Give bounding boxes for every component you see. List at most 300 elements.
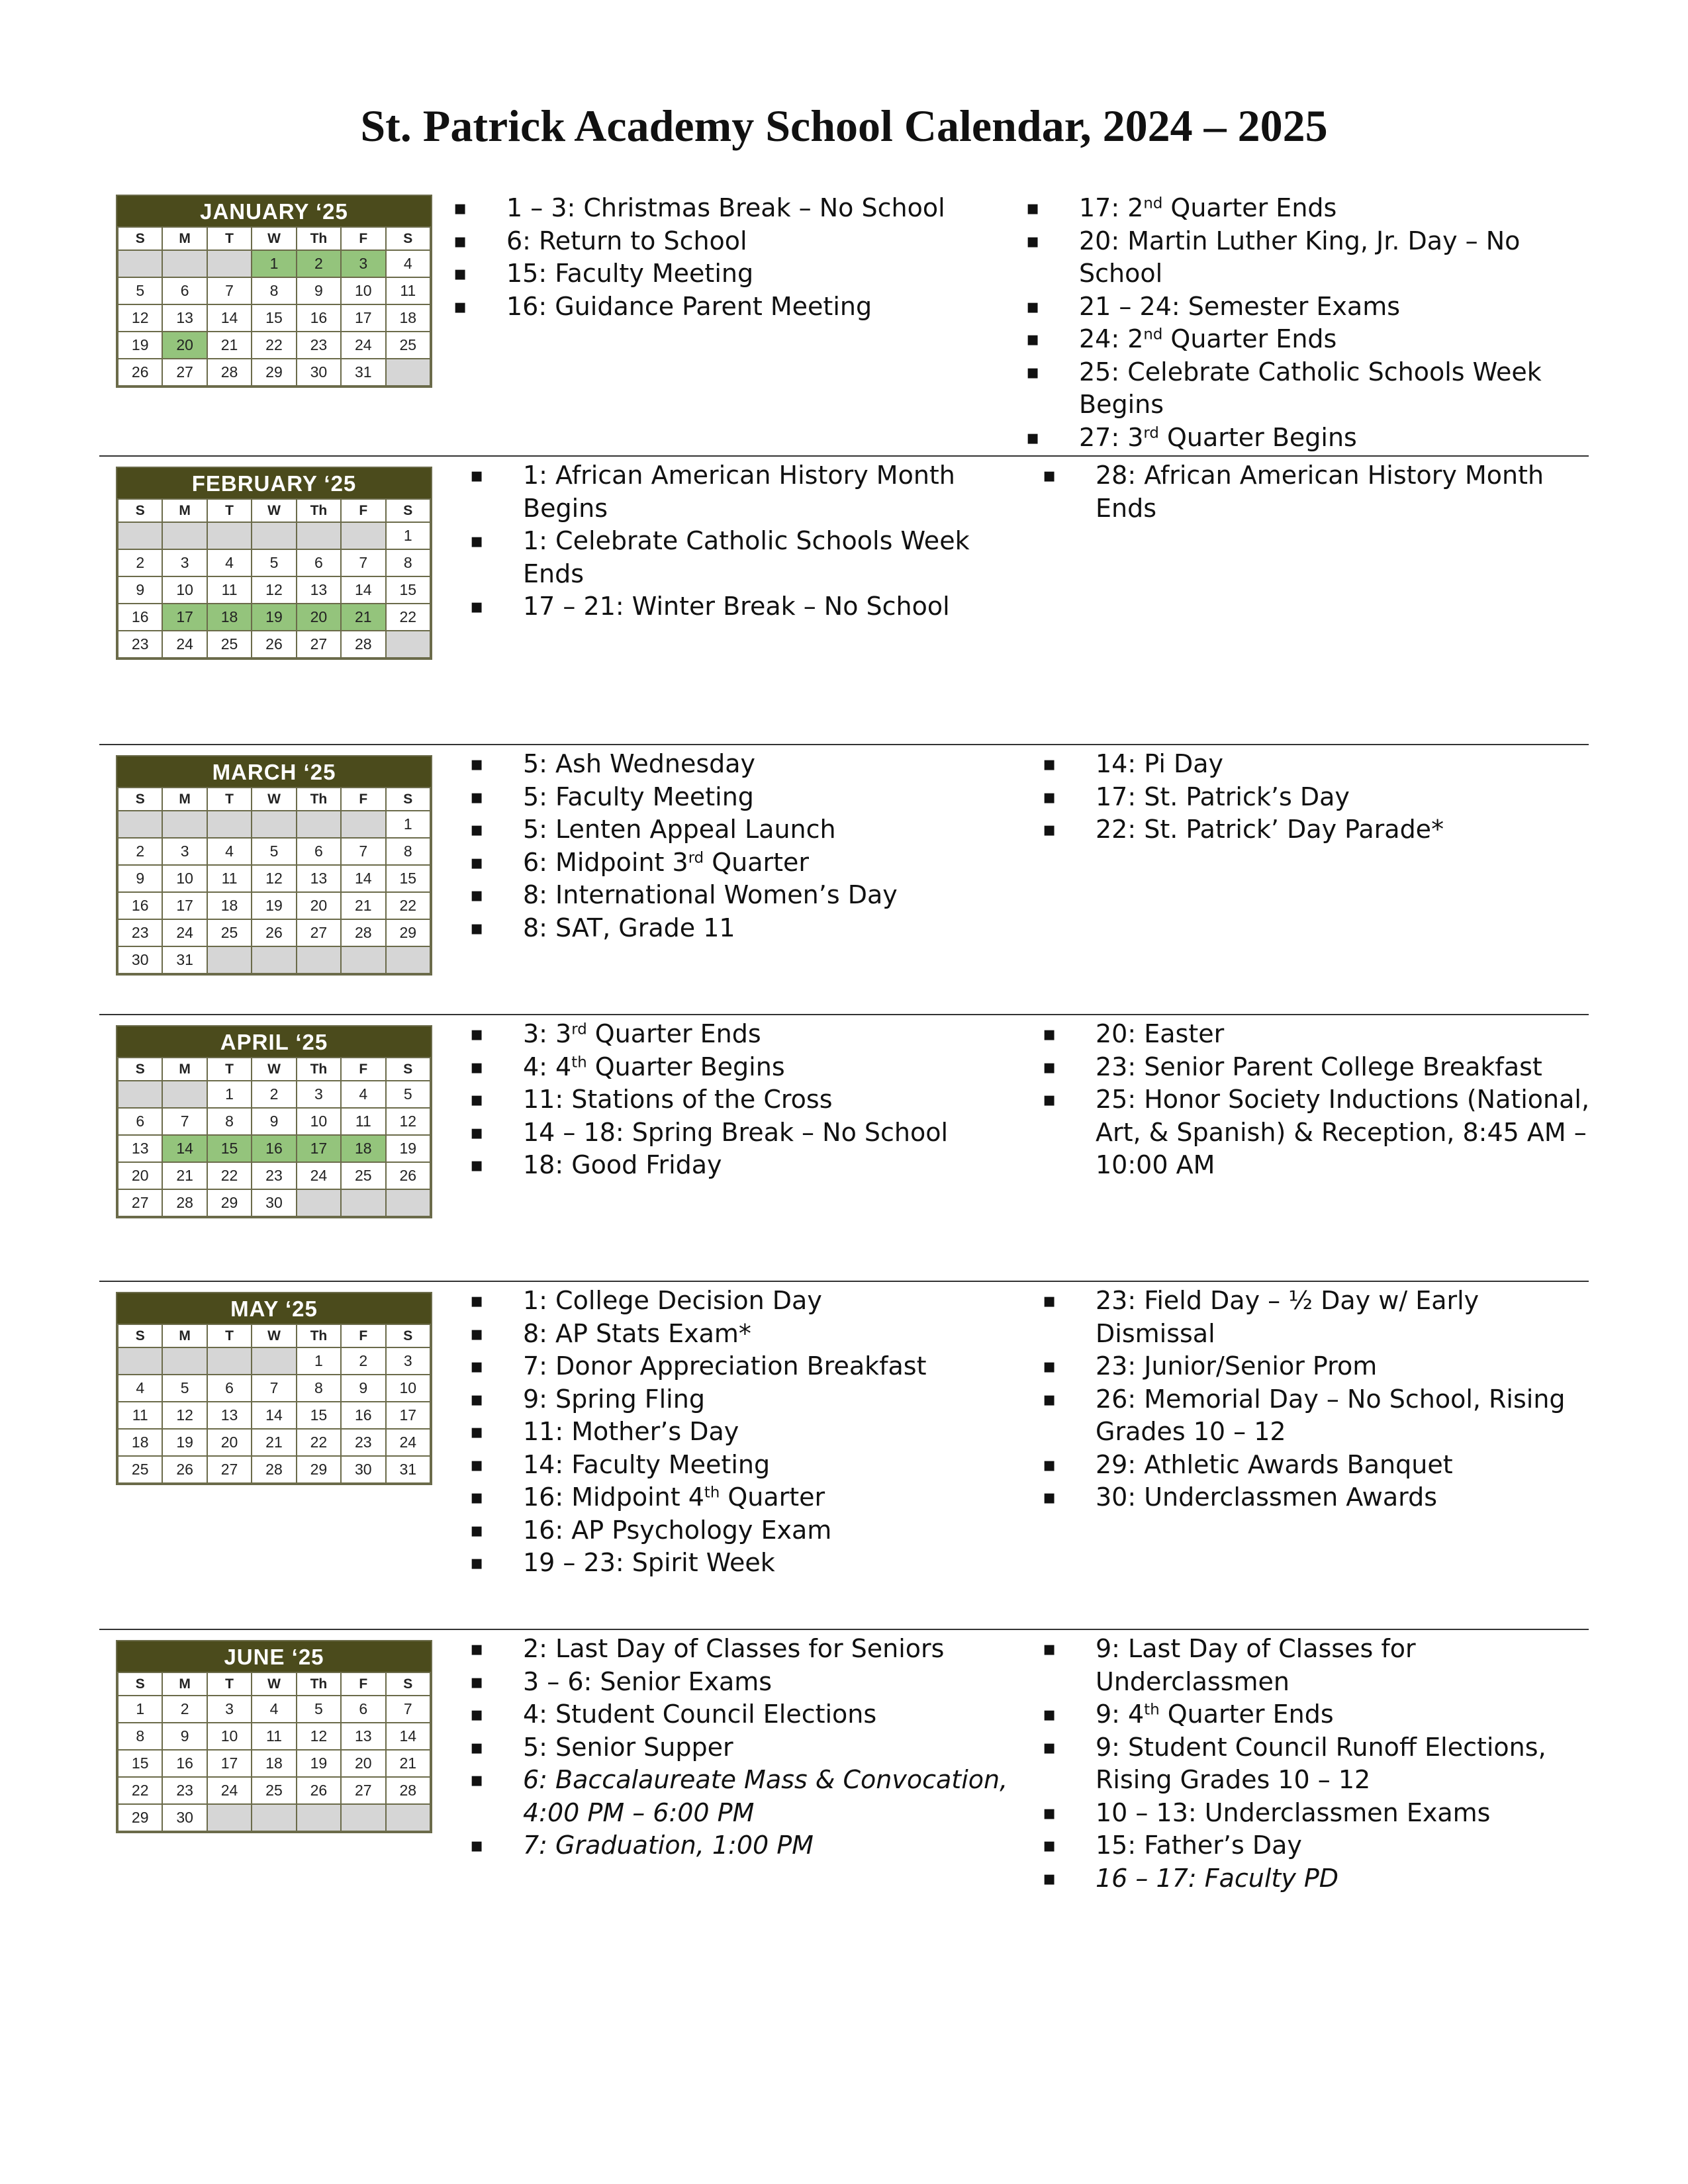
event-item	[1043, 1449, 1605, 1482]
week-row	[118, 1456, 430, 1483]
event-item	[470, 459, 1019, 525]
day-cell: 2	[162, 1696, 207, 1723]
event-item	[470, 1051, 1019, 1084]
day-cell: 17	[207, 1750, 252, 1777]
event-text-continued: Quarter Ends	[1162, 193, 1337, 222]
event-text: 17 – 21: Winter Break – No School	[523, 592, 950, 621]
week-row	[118, 1804, 430, 1831]
weekday-row	[118, 1058, 430, 1081]
day-cell: 26	[252, 631, 296, 658]
ordinal-suffix: rd	[571, 1021, 587, 1038]
day-cell: 26	[252, 919, 296, 946]
calendar-grid	[117, 1324, 431, 1484]
weekday-header: M	[162, 1672, 207, 1696]
event-item	[470, 1383, 1019, 1416]
event-item	[1043, 1051, 1605, 1084]
empty-day-cell	[118, 250, 162, 277]
event-text: 22: St. Patrick’ Day Parade*	[1096, 815, 1444, 844]
weekday-header: T	[207, 1324, 252, 1347]
weekday-header: M	[162, 227, 207, 250]
week-row	[118, 946, 430, 974]
mini-calendar	[116, 1025, 432, 1218]
day-cell: 18	[207, 604, 252, 631]
event-text: 19 – 23: Spirit Week	[523, 1548, 775, 1577]
month-section	[99, 1014, 1590, 1211]
weekday-header: T	[207, 227, 252, 250]
mini-calendar	[116, 467, 432, 660]
day-cell: 13	[162, 304, 207, 332]
day-cell: 8	[252, 277, 296, 304]
day-cell: 9	[118, 865, 162, 892]
week-row	[118, 304, 430, 332]
event-text-continued: Quarter	[704, 847, 810, 877]
day-cell: 6	[207, 1375, 252, 1402]
event-text: 17: St. Patrick’s Day	[1096, 782, 1350, 811]
weekday-header: S	[386, 1324, 430, 1347]
day-cell: 29	[207, 1189, 252, 1216]
event-text: 2: Last Day of Classes for Seniors	[523, 1634, 945, 1663]
weekday-header: W	[252, 499, 296, 522]
ordinal-suffix: nd	[1143, 326, 1163, 343]
event-item	[470, 1481, 1019, 1514]
month-header: JANUARY ‘25	[117, 196, 431, 226]
event-item	[1043, 781, 1605, 814]
day-cell: 20	[118, 1162, 162, 1189]
day-cell: 9	[162, 1723, 207, 1750]
calendar-grid	[117, 1057, 431, 1217]
weekday-header: S	[118, 788, 162, 811]
day-cell: 8	[297, 1375, 341, 1402]
event-text-continued: Quarter Begins	[1158, 422, 1357, 452]
event-item	[1043, 1829, 1605, 1862]
day-cell: 23	[297, 332, 341, 359]
day-cell: 9	[297, 277, 341, 304]
weekday-header: S	[118, 499, 162, 522]
event-text: 14: Faculty Meeting	[523, 1449, 771, 1479]
day-cell: 8	[386, 549, 430, 576]
day-cell: 4	[118, 1375, 162, 1402]
day-cell: 7	[341, 549, 385, 576]
empty-day-cell	[386, 631, 430, 658]
weekday-row	[118, 499, 430, 522]
events-right-column	[1043, 748, 1605, 846]
day-cell: 10	[207, 1723, 252, 1750]
day-cell: 2	[297, 250, 341, 277]
month-header: JUNE ‘25	[117, 1641, 431, 1672]
event-text: 23: Field Day – ½ Day w/ Early Dismissal	[1096, 1286, 1479, 1348]
events-right-column	[1043, 1633, 1605, 1895]
day-cell: 18	[207, 892, 252, 919]
weekday-header: Th	[297, 499, 341, 522]
week-row	[118, 1750, 430, 1777]
week-row	[118, 250, 430, 277]
event-text-continued: Quarter Ends	[1159, 1700, 1334, 1729]
event-item	[470, 1018, 1019, 1051]
day-cell: 31	[341, 359, 385, 386]
day-cell: 20	[207, 1429, 252, 1456]
day-cell: 16	[118, 604, 162, 631]
week-row	[118, 277, 430, 304]
empty-day-cell	[162, 522, 207, 549]
day-cell: 16	[162, 1750, 207, 1777]
day-cell: 4	[386, 250, 430, 277]
event-text: 21 – 24: Semester Exams	[1079, 291, 1401, 321]
event-item	[470, 1449, 1019, 1482]
day-cell: 12	[252, 865, 296, 892]
day-cell: 5	[118, 277, 162, 304]
day-cell: 1	[252, 250, 296, 277]
day-cell: 15	[207, 1135, 252, 1162]
day-cell: 12	[386, 1108, 430, 1135]
day-cell: 30	[162, 1804, 207, 1831]
day-cell: 9	[118, 576, 162, 604]
day-cell: 21	[162, 1162, 207, 1189]
day-cell: 18	[118, 1429, 162, 1456]
event-item	[1026, 323, 1589, 356]
event-item	[1043, 1862, 1605, 1895]
day-cell: 1	[386, 811, 430, 838]
day-cell: 4	[252, 1696, 296, 1723]
event-text: 9: 4	[1096, 1700, 1145, 1729]
day-cell: 29	[118, 1804, 162, 1831]
month-header: MAY ‘25	[117, 1293, 431, 1324]
day-cell: 2	[118, 838, 162, 865]
weekday-header: F	[341, 227, 385, 250]
day-cell: 15	[118, 1750, 162, 1777]
day-cell: 11	[118, 1402, 162, 1429]
events-left-column	[453, 192, 1003, 323]
weekday-header: M	[162, 1058, 207, 1081]
day-cell: 24	[341, 332, 385, 359]
day-cell: 27	[341, 1777, 385, 1804]
calendar-grid	[117, 1672, 431, 1832]
event-item	[470, 1116, 1019, 1150]
day-cell: 1	[297, 1347, 341, 1375]
event-text: 18: Good Friday	[523, 1150, 722, 1179]
event-text: 4: 4	[523, 1052, 572, 1081]
month-header: FEBRUARY ‘25	[117, 468, 431, 498]
day-cell: 5	[297, 1696, 341, 1723]
week-row	[118, 1189, 430, 1216]
day-cell: 10	[297, 1108, 341, 1135]
day-cell: 11	[207, 865, 252, 892]
event-text-continued: Quarter	[720, 1482, 825, 1512]
event-text: 27: 3	[1079, 422, 1144, 452]
event-text: 25: Honor Society Inductions (National, Art, & Spanish) & Reception, 8:45 AM – 10:00 AM	[1096, 1085, 1590, 1179]
day-cell: 22	[386, 604, 430, 631]
event-item	[470, 1514, 1019, 1547]
day-cell: 13	[297, 865, 341, 892]
day-cell: 5	[162, 1375, 207, 1402]
day-cell: 30	[118, 946, 162, 974]
day-cell: 4	[207, 549, 252, 576]
day-cell: 21	[386, 1750, 430, 1777]
event-text: 30: Underclassmen Awards	[1096, 1482, 1438, 1512]
day-cell: 13	[297, 576, 341, 604]
event-item	[1043, 1481, 1605, 1514]
day-cell: 1	[386, 522, 430, 549]
event-item	[1043, 1731, 1605, 1797]
day-cell: 12	[297, 1723, 341, 1750]
mini-calendar	[116, 195, 432, 388]
event-text: 14 – 18: Spring Break – No School	[523, 1117, 949, 1147]
day-cell: 22	[252, 332, 296, 359]
day-cell: 17	[341, 304, 385, 332]
event-text: 5: Lenten Appeal Launch	[523, 815, 836, 844]
week-row	[118, 1723, 430, 1750]
week-row	[118, 332, 430, 359]
day-cell: 30	[297, 359, 341, 386]
day-cell: 7	[207, 277, 252, 304]
weekday-header: T	[207, 1058, 252, 1081]
weekday-header: W	[252, 1058, 296, 1081]
mini-calendar	[116, 755, 432, 976]
day-cell: 27	[162, 359, 207, 386]
event-text: 5: Faculty Meeting	[523, 782, 754, 811]
day-cell: 21	[252, 1429, 296, 1456]
day-cell: 3	[207, 1696, 252, 1723]
event-item	[1043, 1797, 1605, 1830]
ordinal-suffix: th	[704, 1484, 720, 1502]
event-item	[470, 1731, 1019, 1764]
empty-day-cell	[207, 811, 252, 838]
day-cell: 19	[252, 892, 296, 919]
month-section	[99, 744, 1589, 968]
weekday-header: F	[341, 1672, 385, 1696]
month-section	[99, 1629, 1589, 1893]
event-item	[470, 1350, 1019, 1383]
event-item	[1043, 1350, 1605, 1383]
event-item	[453, 192, 1003, 225]
empty-day-cell	[207, 1804, 252, 1831]
empty-day-cell	[297, 522, 341, 549]
event-text-continued: Quarter Ends	[1162, 324, 1337, 353]
empty-day-cell	[297, 1804, 341, 1831]
empty-day-cell	[341, 1189, 385, 1216]
event-text: 1: Celebrate Catholic Schools Week Ends	[523, 526, 970, 588]
weekday-header: W	[252, 788, 296, 811]
week-row	[118, 1777, 430, 1804]
day-cell: 16	[341, 1402, 385, 1429]
ordinal-suffix: nd	[1143, 195, 1163, 212]
day-cell: 10	[386, 1375, 430, 1402]
day-cell: 14	[341, 865, 385, 892]
day-cell: 2	[341, 1347, 385, 1375]
event-text: 17: 2	[1079, 193, 1144, 222]
event-item	[470, 1829, 1019, 1862]
events-left-column	[470, 748, 1019, 944]
event-item	[470, 1633, 1019, 1666]
weekday-header: Th	[297, 1324, 341, 1347]
event-item	[470, 1318, 1019, 1351]
event-text: 15: Faculty Meeting	[506, 259, 754, 288]
event-text: 10 – 13: Underclassmen Exams	[1096, 1797, 1491, 1827]
day-cell: 31	[386, 1456, 430, 1483]
calendar-grid	[117, 226, 431, 387]
day-cell: 12	[252, 576, 296, 604]
weekday-header: M	[162, 788, 207, 811]
event-text: 28: African American History Month Ends	[1096, 461, 1544, 523]
day-cell: 27	[297, 631, 341, 658]
event-text: 8: AP Stats Exam*	[523, 1318, 751, 1348]
week-row	[118, 576, 430, 604]
day-cell: 23	[118, 919, 162, 946]
day-cell: 27	[297, 919, 341, 946]
month-section	[99, 455, 1589, 653]
week-row	[118, 1429, 430, 1456]
calendar-grid	[117, 787, 431, 974]
weekday-header: S	[118, 1672, 162, 1696]
event-text: 23: Junior/Senior Prom	[1096, 1351, 1378, 1381]
empty-day-cell	[207, 250, 252, 277]
event-text: 16: Midpoint 4	[523, 1482, 704, 1512]
empty-day-cell	[252, 811, 296, 838]
day-cell: 4	[207, 838, 252, 865]
event-text: 20: Martin Luther King, Jr. Day – No School	[1079, 226, 1521, 288]
event-text: 5: Senior Supper	[523, 1732, 733, 1762]
day-cell: 22	[386, 892, 430, 919]
day-cell: 3	[162, 549, 207, 576]
day-cell: 9	[252, 1108, 296, 1135]
empty-day-cell	[252, 946, 296, 974]
weekday-header: T	[207, 788, 252, 811]
day-cell: 10	[341, 277, 385, 304]
event-item	[1043, 1083, 1605, 1182]
event-text: 1: College Decision Day	[523, 1286, 822, 1315]
event-item	[470, 1083, 1019, 1116]
event-text: 7: Donor Appreciation Breakfast	[523, 1351, 927, 1381]
event-item	[470, 748, 1019, 781]
weekday-header: S	[118, 227, 162, 250]
day-cell: 14	[341, 576, 385, 604]
week-row	[118, 865, 430, 892]
event-item	[1043, 1383, 1605, 1449]
day-cell: 20	[297, 892, 341, 919]
week-row	[118, 549, 430, 576]
day-cell: 25	[207, 631, 252, 658]
day-cell: 20	[297, 604, 341, 631]
events-right-column	[1043, 1018, 1605, 1182]
event-item	[1043, 1698, 1605, 1731]
day-cell: 11	[386, 277, 430, 304]
empty-day-cell	[341, 946, 385, 974]
empty-day-cell	[207, 1347, 252, 1375]
weekday-row	[118, 1672, 430, 1696]
week-row	[118, 838, 430, 865]
event-text-continued: Quarter Begins	[586, 1052, 785, 1081]
event-text: 1: African American History Month Begins	[523, 461, 955, 523]
event-item	[470, 590, 1019, 623]
weekday-header: S	[386, 1058, 430, 1081]
day-cell: 5	[252, 549, 296, 576]
event-text: 9: Student Council Runoff Elections, Rising Grades 10 – 12	[1096, 1732, 1546, 1794]
empty-day-cell	[386, 946, 430, 974]
empty-day-cell	[118, 522, 162, 549]
day-cell: 28	[162, 1189, 207, 1216]
event-item	[470, 1149, 1019, 1182]
day-cell: 2	[118, 549, 162, 576]
empty-day-cell	[162, 811, 207, 838]
day-cell: 3	[162, 838, 207, 865]
event-item	[453, 291, 1003, 324]
event-item	[470, 1764, 1019, 1829]
day-cell: 8	[207, 1108, 252, 1135]
event-item	[1026, 356, 1589, 422]
event-item	[470, 1698, 1019, 1731]
event-item	[470, 813, 1019, 846]
weekday-header: S	[386, 1672, 430, 1696]
weekday-header: S	[386, 788, 430, 811]
day-cell: 6	[162, 277, 207, 304]
event-text: 7: Graduation, 1:00 PM	[523, 1831, 814, 1860]
empty-day-cell	[386, 359, 430, 386]
day-cell: 9	[341, 1375, 385, 1402]
empty-day-cell	[207, 522, 252, 549]
event-text: 11: Mother’s Day	[523, 1417, 739, 1446]
event-item	[1026, 225, 1589, 291]
events-right-column	[1026, 192, 1589, 454]
day-cell: 21	[341, 604, 385, 631]
day-cell: 17	[162, 892, 207, 919]
weekday-header: W	[252, 1324, 296, 1347]
day-cell: 25	[207, 919, 252, 946]
weekday-header: Th	[297, 227, 341, 250]
day-cell: 27	[118, 1189, 162, 1216]
day-cell: 11	[252, 1723, 296, 1750]
day-cell: 12	[162, 1402, 207, 1429]
day-cell: 13	[341, 1723, 385, 1750]
event-item	[453, 225, 1003, 258]
month-header: APRIL ‘25	[117, 1026, 431, 1057]
day-cell: 22	[118, 1777, 162, 1804]
day-cell: 26	[297, 1777, 341, 1804]
empty-day-cell	[297, 811, 341, 838]
event-text: 25: Celebrate Catholic Schools Week Begins	[1079, 357, 1542, 419]
day-cell: 28	[386, 1777, 430, 1804]
event-text: 26: Memorial Day – No School, Rising Grades 10 – 12	[1096, 1384, 1566, 1446]
event-item	[470, 879, 1019, 912]
day-cell: 25	[386, 332, 430, 359]
weekday-row	[118, 227, 430, 250]
day-cell: 7	[386, 1696, 430, 1723]
day-cell: 8	[386, 838, 430, 865]
day-cell: 28	[252, 1456, 296, 1483]
event-item	[1026, 291, 1589, 324]
week-row	[118, 1347, 430, 1375]
events-right-column	[1043, 459, 1605, 525]
event-item	[1043, 813, 1605, 846]
day-cell: 24	[162, 631, 207, 658]
event-item	[470, 525, 1019, 590]
day-cell: 24	[386, 1429, 430, 1456]
week-row	[118, 1375, 430, 1402]
day-cell: 18	[252, 1750, 296, 1777]
event-text: 8: SAT, Grade 11	[523, 913, 735, 942]
event-text: 8: International Women’s Day	[523, 880, 898, 909]
day-cell: 29	[252, 359, 296, 386]
empty-day-cell	[162, 250, 207, 277]
empty-day-cell	[118, 1081, 162, 1108]
empty-day-cell	[341, 522, 385, 549]
event-text: 9: Spring Fling	[523, 1384, 705, 1414]
event-text: 6: Midpoint 3	[523, 847, 688, 877]
empty-day-cell	[386, 1804, 430, 1831]
event-item	[1026, 422, 1589, 455]
day-cell: 28	[207, 359, 252, 386]
weekday-header: Th	[297, 788, 341, 811]
event-text: 14: Pi Day	[1096, 749, 1223, 778]
empty-day-cell	[297, 946, 341, 974]
